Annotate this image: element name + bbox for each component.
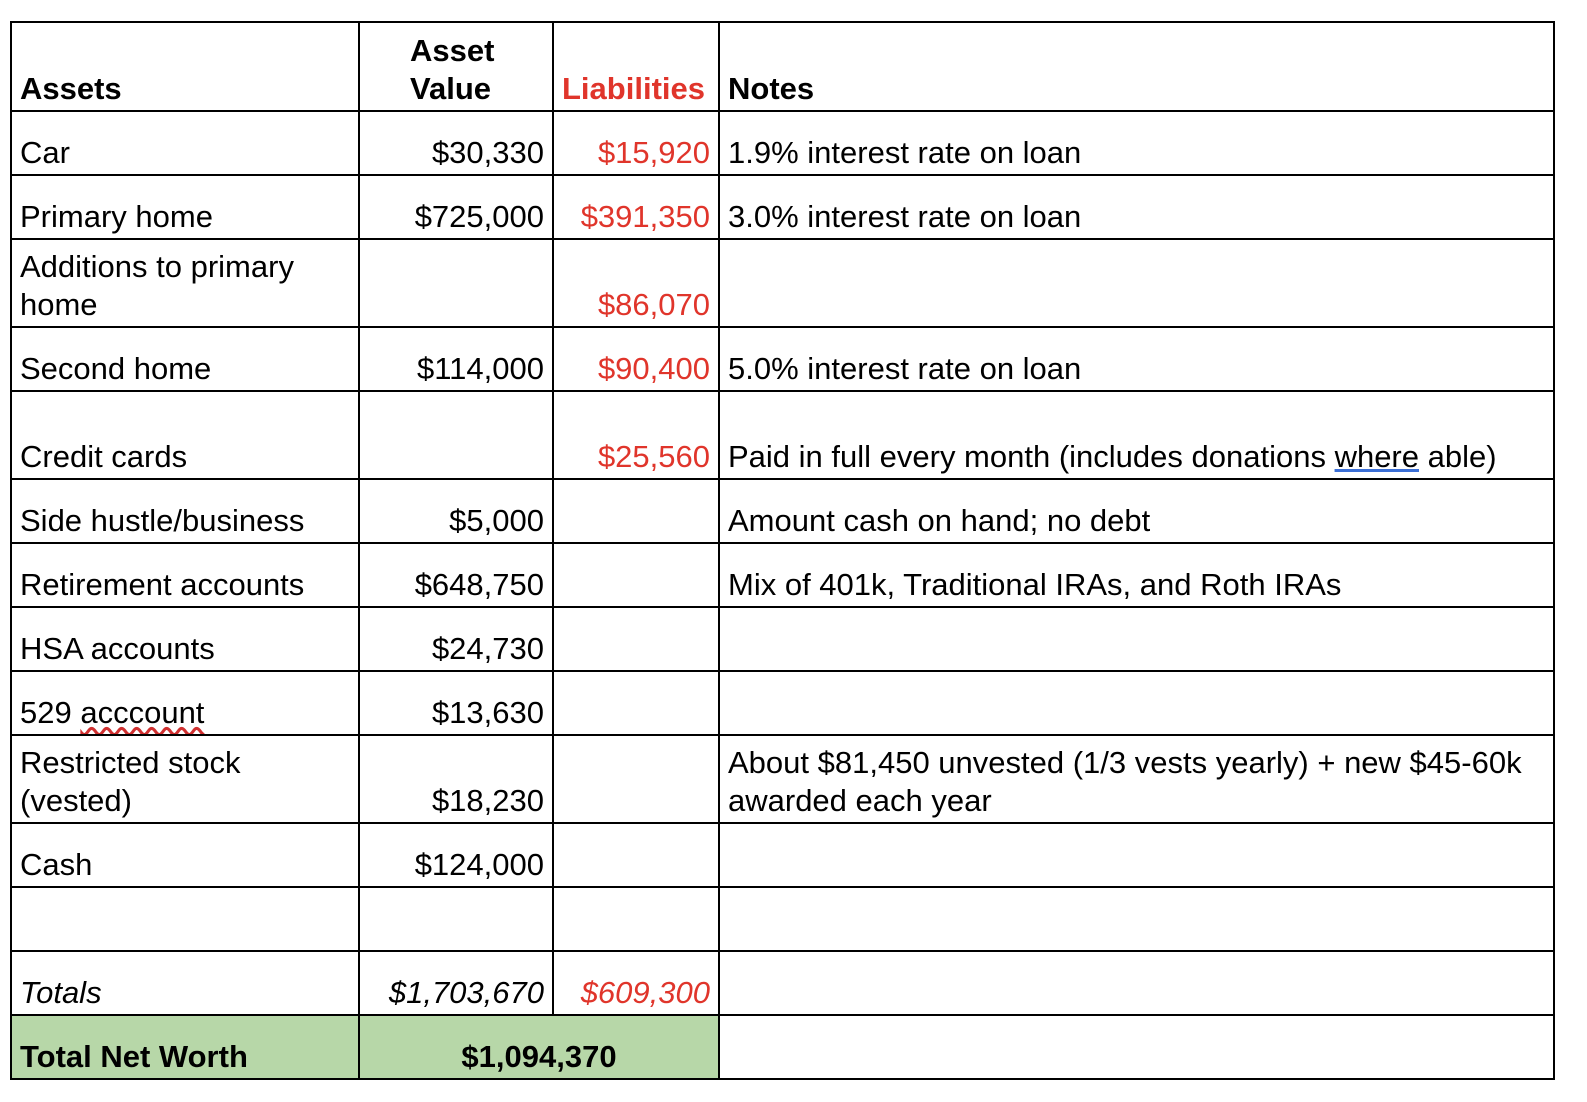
cell-asset[interactable] (11, 887, 359, 951)
table-row (11, 887, 1554, 951)
cell-notes[interactable]: 3.0% interest rate on loan (719, 175, 1554, 239)
cell-value[interactable] (359, 239, 553, 327)
cell-value[interactable]: $114,000 (359, 327, 553, 391)
cell-notes[interactable]: 1.9% interest rate on loan (719, 111, 1554, 175)
cell-notes[interactable] (719, 391, 1554, 479)
table-row (11, 479, 1554, 543)
table-row (11, 735, 1554, 823)
totals-label[interactable]: Totals (11, 951, 359, 1015)
cell-notes[interactable]: About $81,450 unvested (1/3 vests yearly) + new $45-60k awarded each year (719, 735, 1554, 823)
header-assets[interactable]: Assets (11, 22, 359, 111)
net-worth-table (10, 21, 1555, 1080)
cell-notes[interactable] (719, 887, 1554, 951)
cell-liability[interactable] (553, 671, 719, 735)
cell-liability[interactable]: $25,560 (553, 391, 719, 479)
cell-value[interactable] (359, 391, 553, 479)
cell-value[interactable]: $13,630 (359, 671, 553, 735)
table-row (11, 391, 1554, 479)
table-row (11, 239, 1554, 327)
table-row (11, 543, 1554, 607)
cell-liability[interactable]: $391,350 (553, 175, 719, 239)
cell-notes[interactable]: Amount cash on hand; no debt (719, 479, 1554, 543)
header-asset-value[interactable]: Asset Value (359, 22, 553, 111)
cell-notes[interactable] (719, 1015, 1554, 1079)
cell-liability[interactable] (553, 887, 719, 951)
cell-value[interactable]: $24,730 (359, 607, 553, 671)
cell-notes[interactable]: Mix of 401k, Traditional IRAs, and Roth IRAs (719, 543, 1554, 607)
net-worth-label[interactable]: Total Net Worth (11, 1015, 359, 1079)
cell-notes[interactable] (719, 671, 1554, 735)
cell-notes[interactable] (719, 607, 1554, 671)
table-row (11, 111, 1554, 175)
table-row (11, 327, 1554, 391)
cell-value[interactable]: $18,230 (359, 735, 553, 823)
cell-asset[interactable]: Car (11, 111, 359, 175)
totals-row (11, 951, 1554, 1015)
totals-liability[interactable]: $609,300 (553, 951, 719, 1015)
table-row (11, 671, 1554, 735)
cell-asset[interactable]: Credit cards (11, 391, 359, 479)
notes-text: Paid in full every month (includes donations (728, 439, 1335, 474)
net-worth-row (11, 1015, 1554, 1079)
cell-liability[interactable]: $90,400 (553, 327, 719, 391)
totals-value[interactable]: $1,703,670 (359, 951, 553, 1015)
cell-liability[interactable] (553, 479, 719, 543)
cell-liability[interactable] (553, 607, 719, 671)
header-notes[interactable]: Notes (719, 22, 1554, 111)
header-liabilities[interactable]: Liabilities (553, 22, 719, 111)
cell-notes[interactable] (719, 823, 1554, 887)
net-worth-value[interactable]: $1,094,370 (359, 1015, 719, 1079)
cell-value[interactable]: $5,000 (359, 479, 553, 543)
asset-text: 529 (20, 695, 81, 730)
smart-suggestion-word[interactable]: where (1334, 439, 1419, 474)
cell-value[interactable]: $648,750 (359, 543, 553, 607)
cell-asset[interactable]: Second home (11, 327, 359, 391)
cell-liability[interactable] (553, 543, 719, 607)
cell-asset[interactable]: HSA accounts (11, 607, 359, 671)
cell-asset[interactable]: Retirement accounts (11, 543, 359, 607)
cell-liability[interactable]: $15,920 (553, 111, 719, 175)
cell-asset[interactable]: Restricted stock (vested) (11, 735, 359, 823)
spelling-error-word[interactable]: acccount (80, 695, 205, 730)
cell-asset[interactable]: Primary home (11, 175, 359, 239)
cell-liability[interactable]: $86,070 (553, 239, 719, 327)
table-row (11, 607, 1554, 671)
cell-asset[interactable] (11, 671, 359, 735)
cell-asset[interactable]: Additions to primary home (11, 239, 359, 327)
cell-value[interactable]: $30,330 (359, 111, 553, 175)
cell-asset[interactable]: Side hustle/business (11, 479, 359, 543)
cell-value[interactable] (359, 887, 553, 951)
table-row (11, 175, 1554, 239)
cell-notes[interactable] (719, 239, 1554, 327)
cell-asset[interactable]: Cash (11, 823, 359, 887)
header-row (11, 22, 1554, 111)
cell-liability[interactable] (553, 735, 719, 823)
cell-value[interactable]: $124,000 (359, 823, 553, 887)
cell-notes[interactable]: 5.0% interest rate on loan (719, 327, 1554, 391)
cell-liability[interactable] (553, 823, 719, 887)
notes-text: able) (1419, 439, 1497, 474)
table-row (11, 823, 1554, 887)
cell-value[interactable]: $725,000 (359, 175, 553, 239)
cell-notes[interactable] (719, 951, 1554, 1015)
